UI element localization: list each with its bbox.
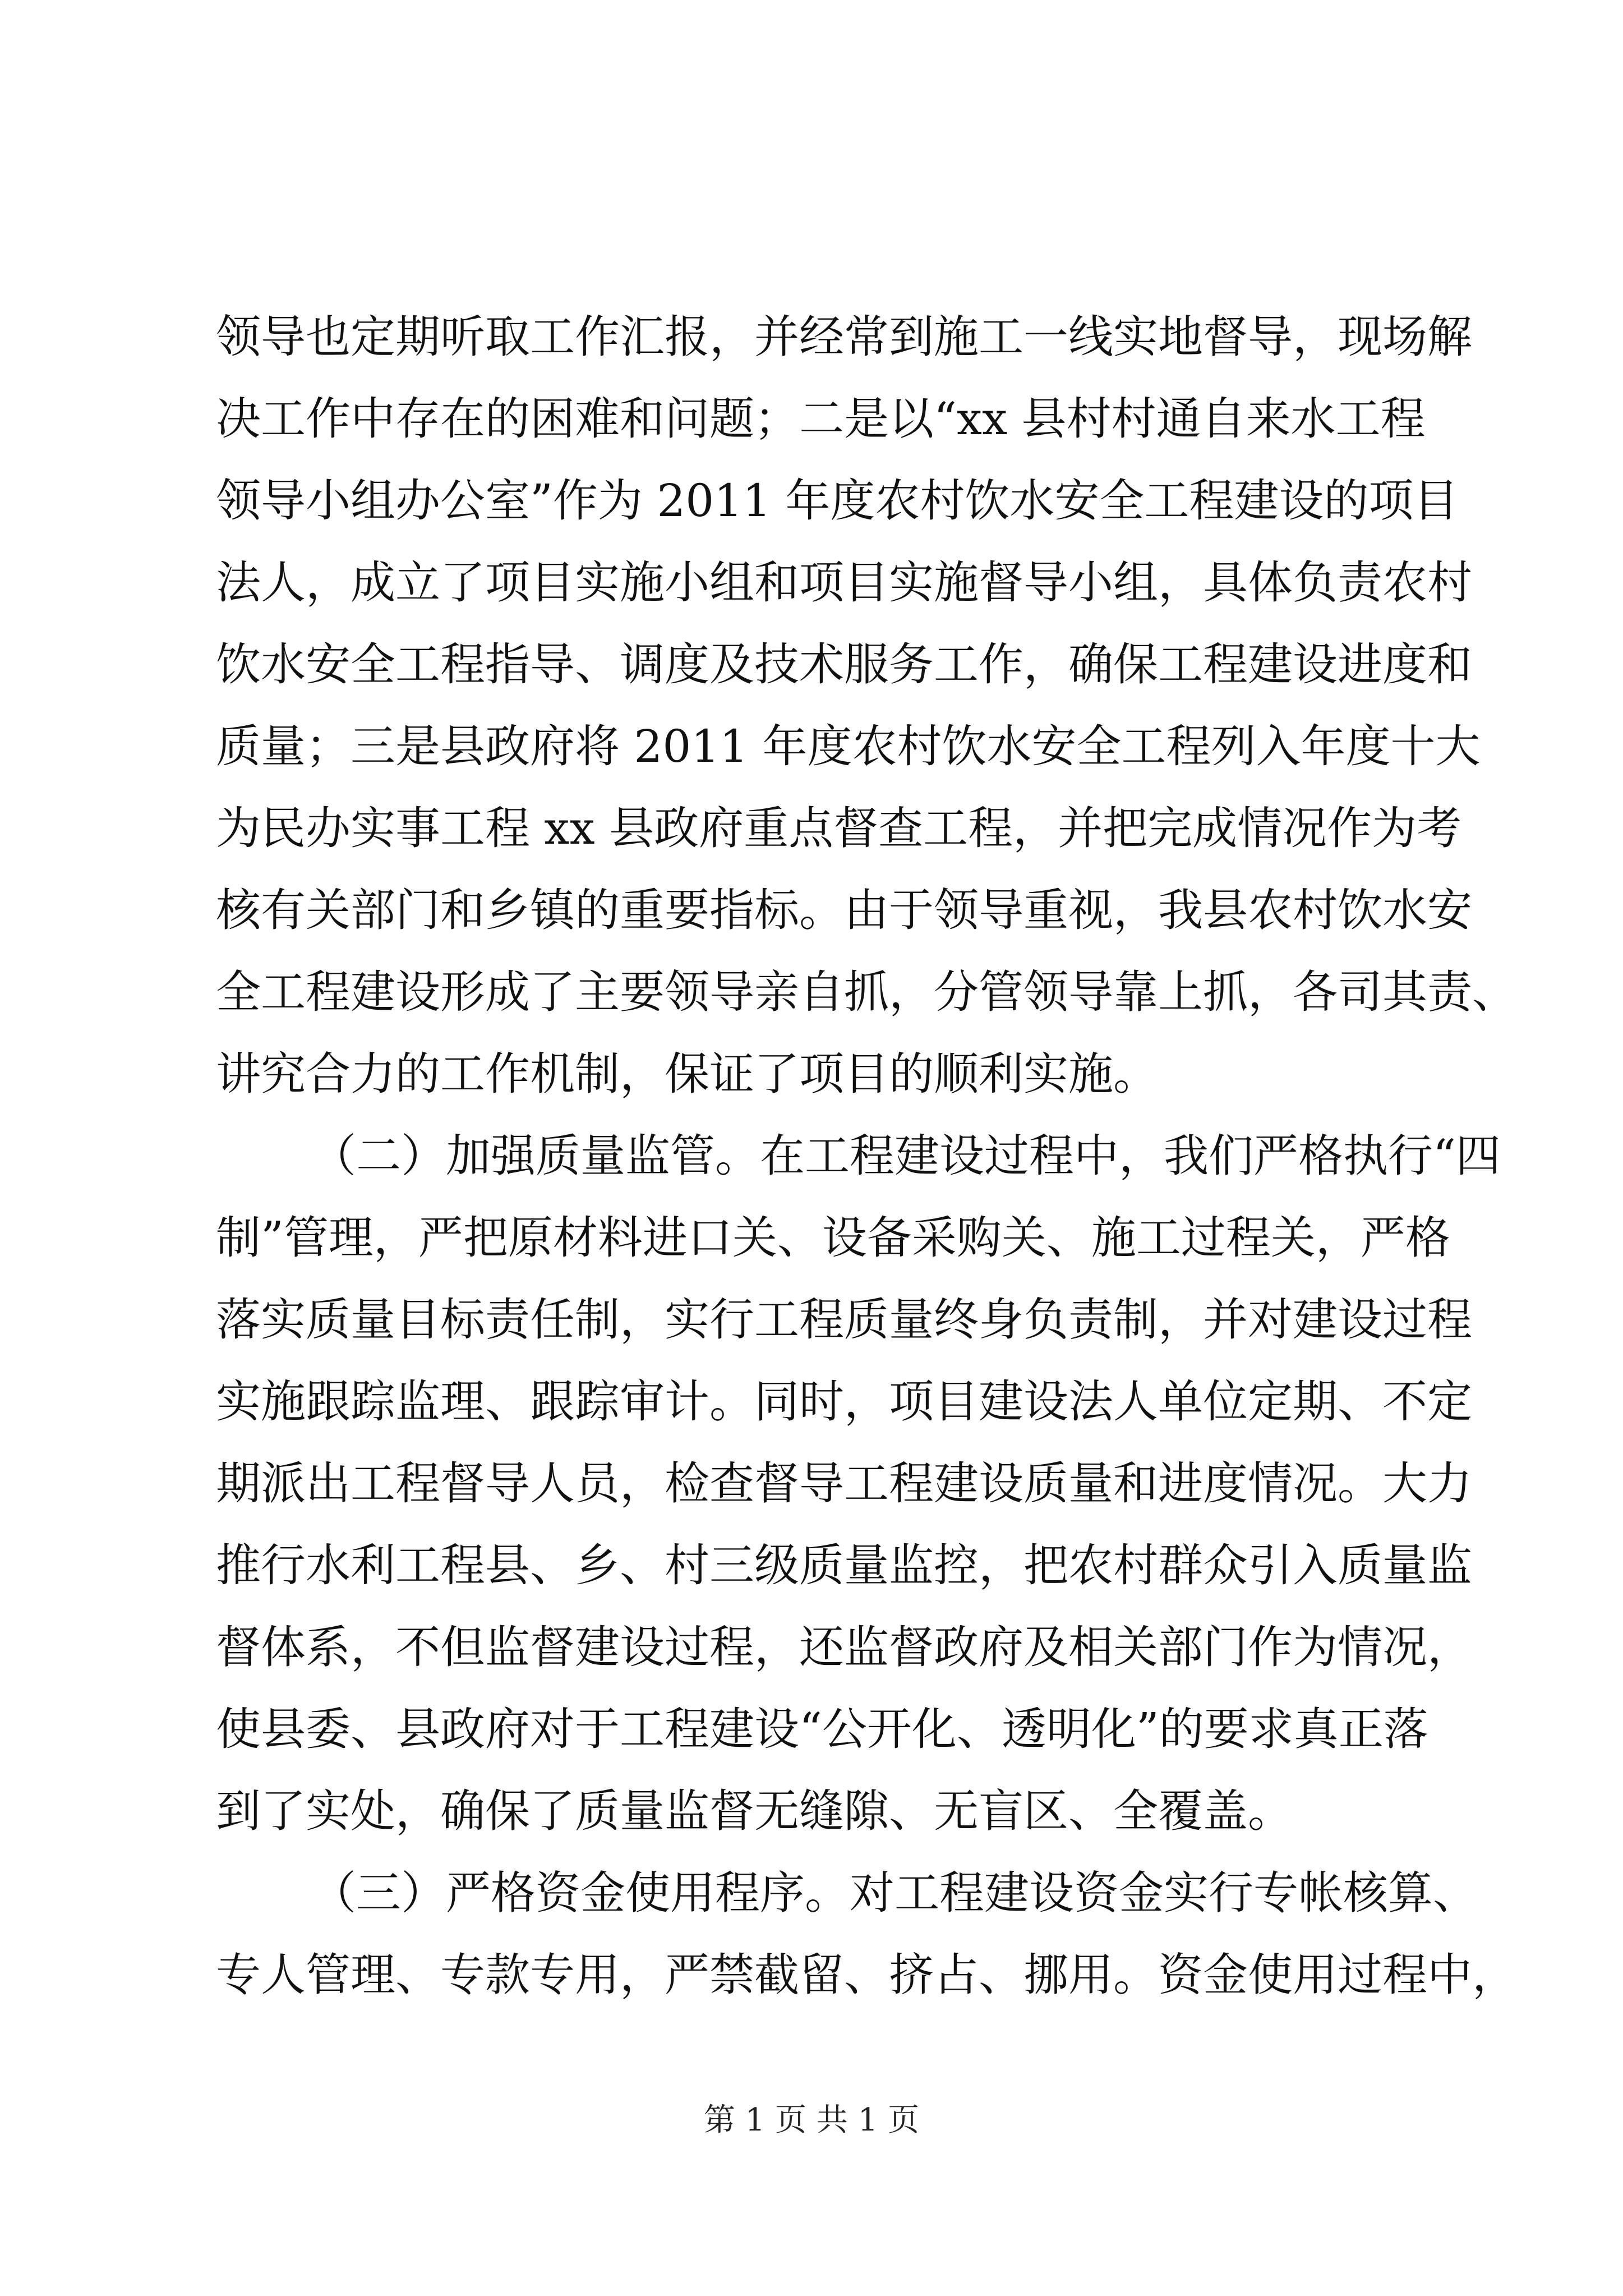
text-line: 全工程建设形成了主要领导亲自抓，分管领导靠上抓，各司其责、 — [216, 966, 1517, 1018]
text-line: 为民办实事工程 xx 县政府重点督查工程，并把完成情况作为考 — [216, 802, 1462, 854]
text-line: 核有关部门和乡镇的重要指标。由于领导重视，我县农村饮水安 — [216, 884, 1472, 936]
text-line: 到了实处，确保了质量监督无缝隙、无盲区、全覆盖。 — [216, 1785, 1293, 1837]
text-line: 讲究合力的工作机制，保证了项目的顺利实施。 — [216, 1048, 1158, 1100]
text-line: 使县委、县政府对于工程建设“公开化、透明化”的要求真正落 — [216, 1703, 1428, 1755]
text-line: 领导小组办公室”作为 2011 年度农村饮水安全工程建设的项目 — [216, 475, 1459, 527]
text-line: 质量；三是县政府将 2011 年度农村饮水安全工程列入年度十大 — [216, 720, 1481, 772]
text-line: 饮水安全工程指导、调度及技术服务工作，确保工程建设进度和 — [216, 638, 1472, 691]
text-line: 领导也定期听取工作汇报，并经常到施工一线实地督导，现场解 — [216, 311, 1472, 363]
text-line: 期派出工程督导人员，检查督导工程建设质量和进度情况。大力 — [216, 1457, 1472, 1510]
text-line: 督体系，不但监督建设过程，还监督政府及相关部门作为情况， — [216, 1621, 1472, 1673]
text-line: 实施跟踪监理、跟踪审计。同时，项目建设法人单位定期、不定 — [216, 1375, 1472, 1428]
text-line: （三）严格资金使用程序。对工程建设资金实行专帐核算、 — [311, 1867, 1478, 1919]
text-line: 落实质量目标责任制，实行工程质量终身负责制，并对建设过程 — [216, 1294, 1472, 1346]
document-body — [216, 296, 1517, 2016]
text-line: 推行水利工程县、乡、村三级质量监控，把农村群众引入质量监 — [216, 1539, 1472, 1591]
text-line: （二）加强质量监管。在工程建设过程中，我们严格执行“四 — [311, 1130, 1501, 1182]
text-line: 专人管理、专款专用，严禁截留、挤占、挪用。资金使用过程中， — [216, 1949, 1517, 2001]
text-line: 法人，成立了项目实施小组和项目实施督导小组，具体负责农村 — [216, 556, 1472, 609]
text-line: 决工作中存在的困难和问题；二是以“xx 县村村通自来水工程 — [216, 393, 1426, 445]
page-footer: 第 1 页 共 1 页 — [703, 2102, 920, 2138]
text-line: 制”管理，严把原材料进口关、设备采购关、施工过程关，严格 — [216, 1212, 1450, 1264]
